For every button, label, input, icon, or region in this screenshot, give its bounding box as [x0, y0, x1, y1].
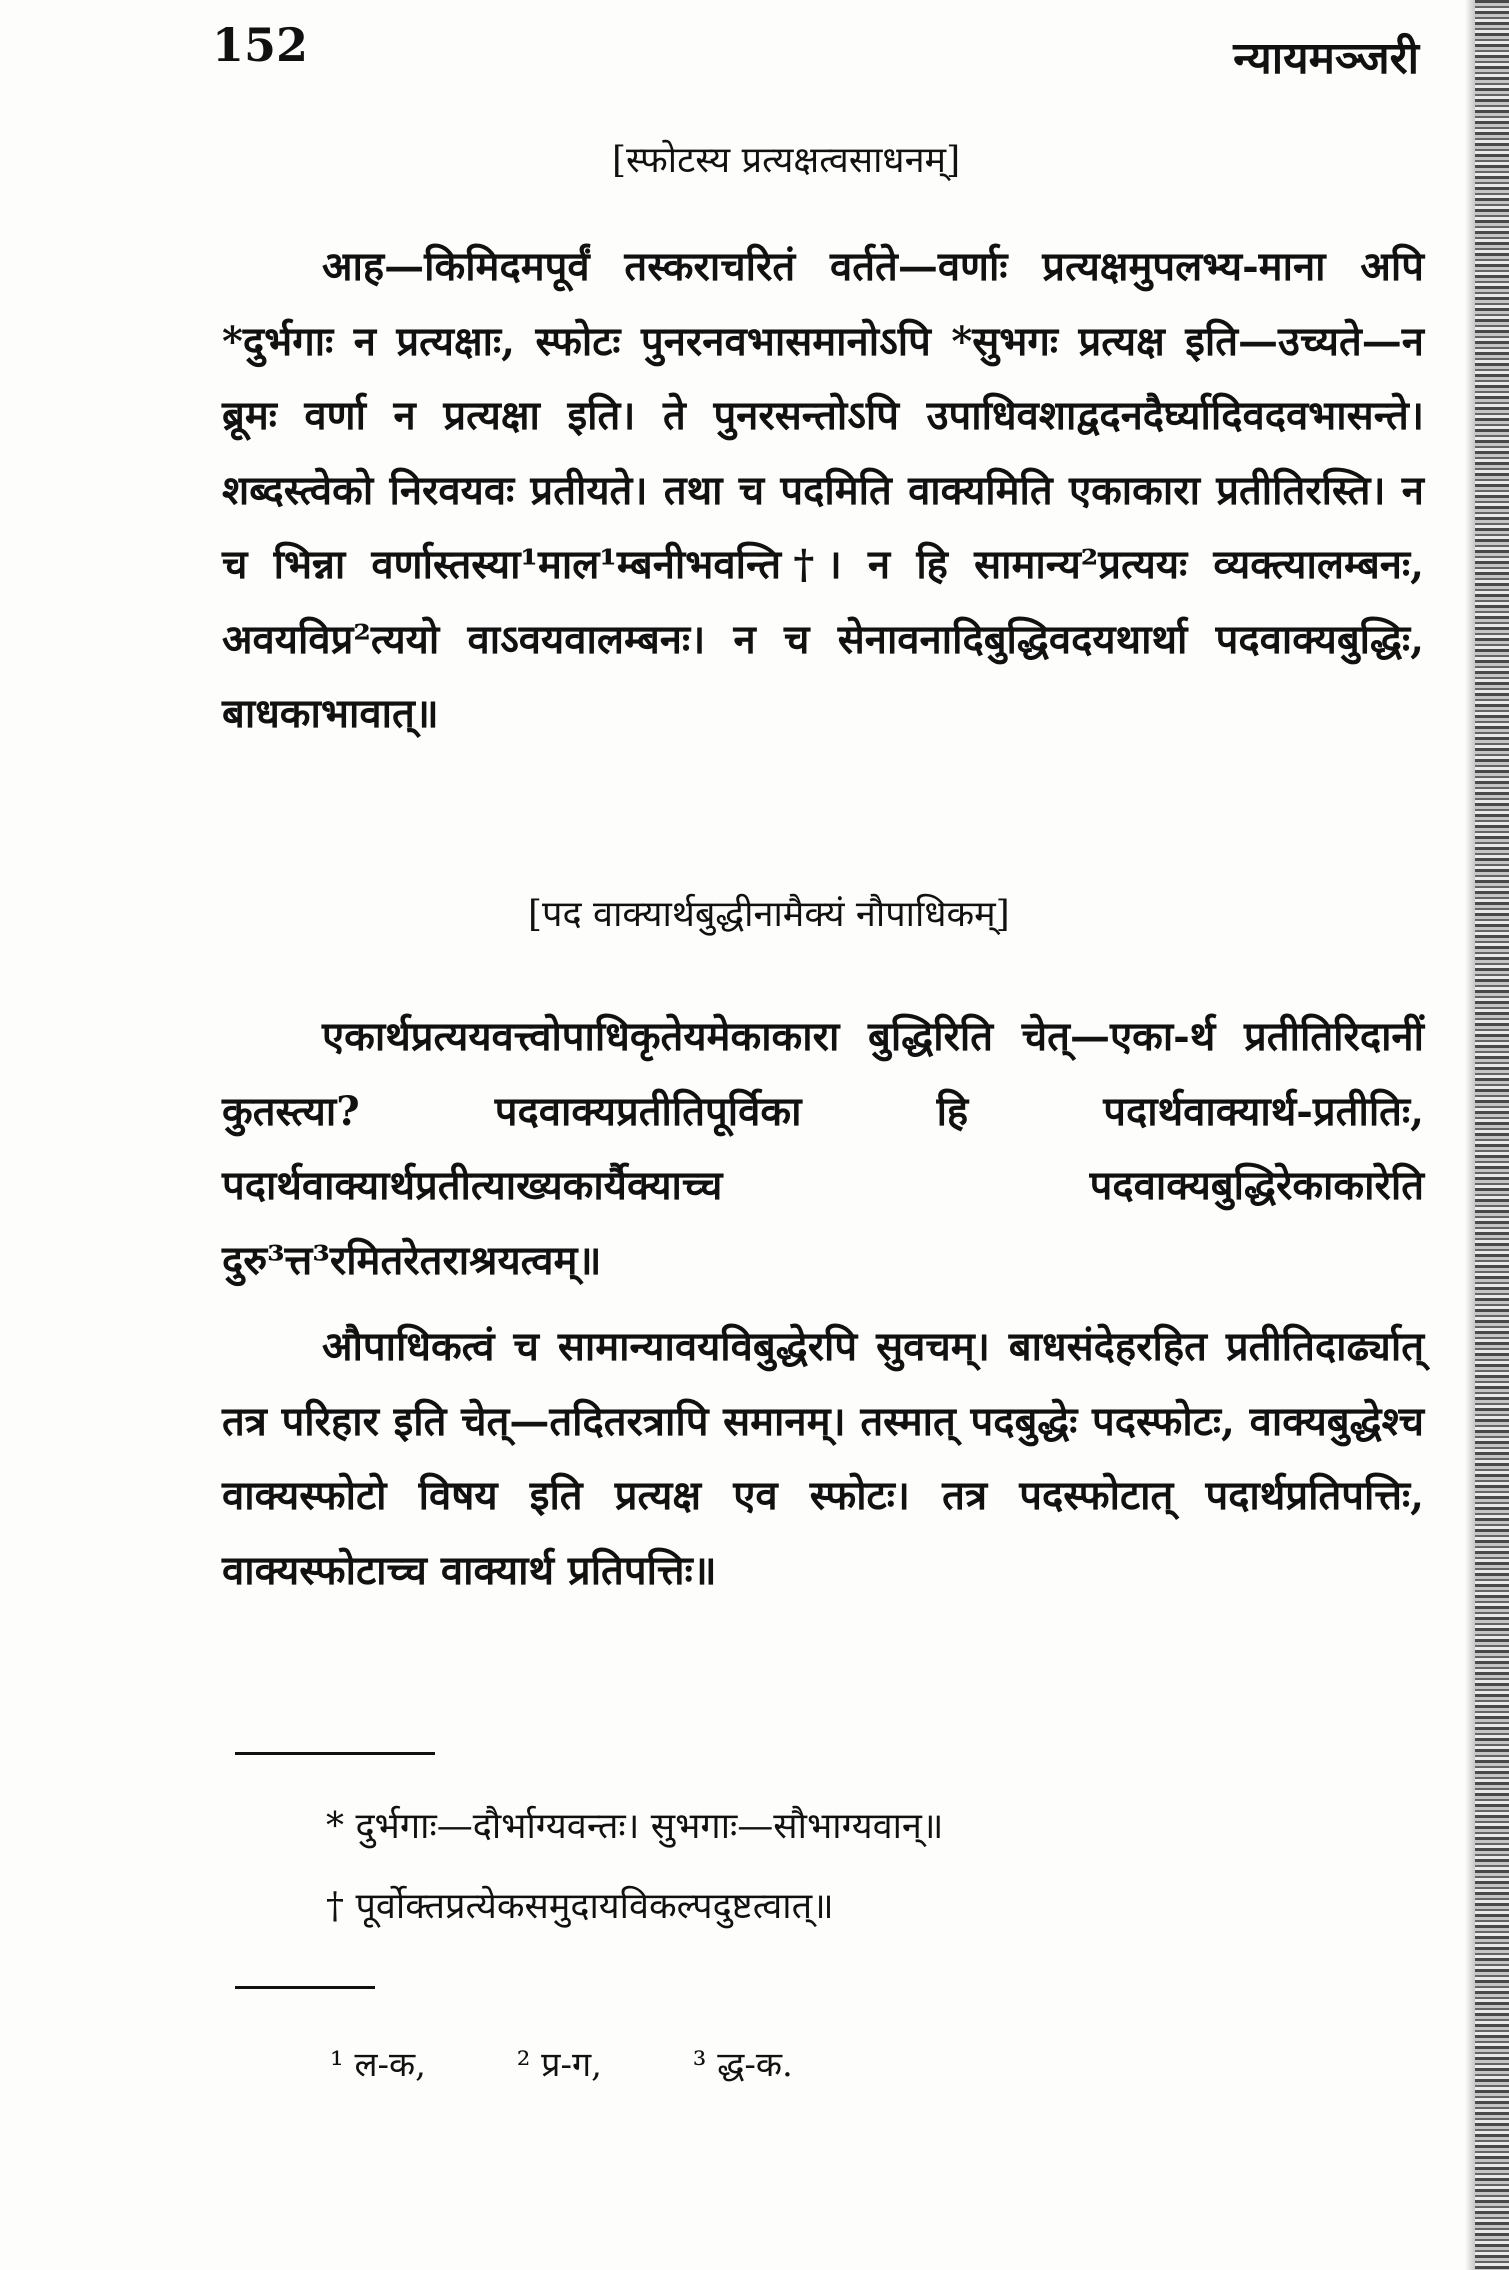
variant-reading: ¹ ल-क,	[330, 2045, 426, 2085]
section-heading: [पद वाक्यार्थबुद्धीनामैक्यं नौपाधिकम्]	[528, 894, 1010, 935]
paragraph	[222, 1000, 1424, 1298]
book-binding-edge	[1475, 0, 1509, 2270]
section-heading: [स्फोटस्य प्रत्यक्षत्वसाधनम्]	[612, 140, 961, 181]
paragraph	[222, 230, 1424, 752]
running-title: न्यायमञ्जरी	[1233, 33, 1419, 84]
paragraph-text: एकार्थप्रत्ययवत्त्वोपाधिकृतेयमेकाकारा बुद्धिरिति चेत्—एका-र्थ प्रतीतिरिदानीं कुतस्त्या? पदवाक्यप्रतीतिपूर्विका हि पदार्थवाक्यार्थ-प्रतीतिः, पदार्थवाक्यार्थप्रतीत्याख्यकार्यैक्याच्च पदवाक्यबुद्धिरेकाकारेति दुरु³त्त³रमितरेतराश्रयत्वम्॥	[222, 1013, 1424, 1284]
footnote: * दुर्भगाः—दौर्भाग्यवन्तः। सुभगाः—सौभाग्यवान्॥	[326, 1806, 944, 1847]
paragraph-text: औपाधिकत्वं च सामान्यावयविबुद्धेरपि सुवचम्। बाधसंदेहरहित प्रतीतिदार्ढ्यात् तत्र परिहार इति चेत्—तदितरत्रापि समानम्। तस्मात् पदबुद्धेः पदस्फोटः, वाक्यबुद्धेश्च वाक्यस्फोटो विषय इति प्रत्यक्ष एव स्फोटः। तत्र पदस्फोटात् पदार्थप्रतिपत्तिः, वाक्यस्फोटाच्च वाक्यार्थ प्रतिपत्तिः॥	[222, 1323, 1424, 1594]
paragraph-text: आह—किमिदमपूर्वं तस्कराचरितं वर्तते—वर्णाः प्रत्यक्षमुपलभ्य-माना अपि *दुर्भगाः न प्रत्यक्षाः, स्फोटः पुनरनवभासमानोऽपि *सुभगः प्रत्यक्ष इति—उच्यते—न ब्रूमः वर्णा न प्रत्यक्षा इति। ते पुनरसन्तोऽपि उपाधिवशाद्वदनदैर्घ्यादिवदवभासन्ते। शब्दस्त्वेको निरवयवः प्रतीयते। तथा च पदमिति वाक्यमिति एकाकारा प्रतीतिरस्ति। न च भिन्ना वर्णास्तस्या¹माल¹म्बनीभवन्ति†। न हि सामान्य²प्रत्ययः व्यक्त्यालम्बनः, अवयविप्र²त्ययो वाऽवयवालम्बनः। न च सेनावनादिबुद्धिवदयथार्था पदवाक्यबुद्धिः, बाधकाभावात्॥	[222, 243, 1424, 737]
variant-reading: ³ द्ध-क.	[692, 2045, 793, 2085]
footnote: † पूर्वोक्तप्रत्येकसमुदायविकल्पदुष्टत्वात्॥	[326, 1886, 834, 1927]
variant-divider	[235, 1986, 375, 1989]
variant-readings	[330, 2040, 873, 2086]
page-number: 152	[212, 18, 309, 72]
variant-reading: ² प्र-ग,	[516, 2045, 602, 2085]
paragraph	[222, 1310, 1424, 1608]
footnote-divider	[235, 1752, 435, 1755]
